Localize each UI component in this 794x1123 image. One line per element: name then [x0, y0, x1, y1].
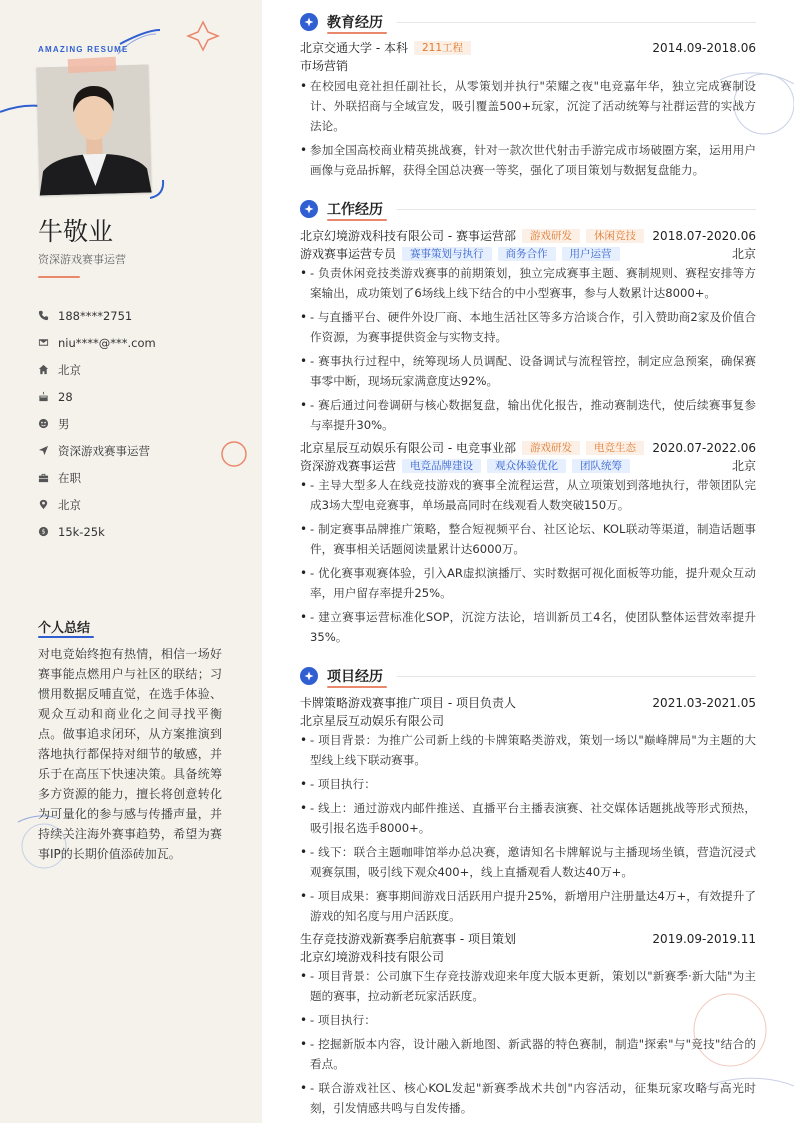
skill-tag: 商务合作 — [498, 247, 556, 261]
section-underline — [327, 32, 387, 34]
list-item: • - 主导大型多人在线竞技游戏的赛事全流程运营，从立项策划到落地执行，带领团队完成3场大型电竞赛事，单场最高同时在线观看人数突破150万。 — [300, 475, 756, 515]
email-icon — [38, 337, 58, 348]
list-item: • - 项目执行： — [300, 774, 756, 794]
contact-text: 188****2751 — [58, 308, 133, 323]
list-item: • - 赛事执行过程中，统筹现场人员调配、设备调试与流程管控，制定应急预案，确保赛事零中断，现场玩家满意度达92%。 — [300, 351, 756, 391]
contact-text: 北京 — [58, 497, 81, 512]
person-portrait-icon — [36, 65, 151, 196]
project-company: 北京幻境游戏科技有限公司 — [300, 950, 445, 964]
skill-tag: 观众体验优化 — [487, 459, 566, 473]
list-item: • - 项目背景：公司旗下生存竞技游戏迎来年度大版本更新，策划以"新赛季·新大陆"为主题的赛事，拉动新老玩家活跃度。 — [300, 966, 756, 1006]
contact-text: 资深游戏赛事运营 — [58, 443, 150, 458]
contact-text: 28 — [58, 389, 73, 404]
education-date: 2014.09-2018.06 — [652, 41, 756, 55]
section-title: 项目经历 — [327, 669, 383, 685]
project-date: 2019.09-2019.11 — [652, 932, 756, 946]
send-icon — [38, 445, 58, 456]
project-bullets — [300, 730, 756, 930]
project-bullets — [300, 966, 756, 1122]
contact-text: 15k-25k — [58, 524, 105, 539]
job-position: 游戏赛事运营专员 — [300, 247, 397, 261]
summary-text: 对电竞始终抱有热情，相信一场好赛事能点燃用户与社区的联结；习惯用数据反哺直觉，在选手体验、观众互动和商业化之间寻找平衡点。做事追求闭环，从方案推演到落地执行都保持对细节的敏感，并乐于在高压下快速决策。具备统筹多方资源的能力，擅长将创意转化为可量化的参与感与传播声量，并持续关注海外赛事趋势，希望为赛事IP的长期价值添砖加瓦。 — [38, 647, 222, 861]
list-item: • - 建立赛事运营标准化SOP，沉淀方法论，培训新员工4名，使团队整体运营效率提升35%。 — [300, 607, 756, 647]
skill-tag: 电竞品牌建设 — [402, 459, 481, 473]
contact-status — [38, 464, 156, 491]
list-item: • - 负责休闲竞技类游戏赛事的前期策划，独立完成赛事主题、赛制规则、赛程安排等方案输出，成功策划了6场线上线下结合的中小型赛事，参与人数累计达8000+。 — [300, 263, 756, 303]
section-title: 教育经历 — [327, 15, 383, 31]
contact-text: niu****@***.com — [58, 335, 156, 350]
sidebar — [0, 0, 262, 1123]
list-item: • - 项目背景：为推广公司新上线的卡牌策略类游戏，策划一场以"巅峰牌局"为主题的大型线上线下联动赛事。 — [300, 730, 756, 770]
project-company-row — [300, 948, 756, 966]
star-icon — [300, 667, 318, 685]
school-tag: 211工程 — [414, 41, 471, 55]
name-underline — [38, 276, 80, 278]
industry-tag: 电竞生态 — [586, 441, 644, 455]
contact-gender — [38, 410, 156, 437]
contact-text: 在职 — [58, 470, 81, 485]
project-name: 卡牌策略游戏赛事推广项目 - 项目负责人 — [300, 696, 516, 710]
project-name: 生存竞技游戏新赛季启航赛事 - 项目策划 — [300, 932, 516, 946]
contact-salary — [38, 518, 156, 545]
skill-tag: 赛事策划与执行 — [402, 247, 492, 261]
education-major-row — [300, 57, 756, 75]
job-header — [300, 227, 756, 245]
list-item: • - 挖掘新版本内容，设计融入新地图、新武器的特色赛制，制造"探索"与"竞技"结合的看点。 — [300, 1034, 756, 1074]
list-item: • - 线下：联合主题咖啡馆举办总决赛，邀请知名卡牌解说与主播现场坐镇，营造沉浸式观赛氛围，吸引线下观众400+，线上直播观看人数达40万+。 — [300, 842, 756, 882]
work-section-header — [300, 199, 756, 219]
location-icon — [38, 499, 58, 510]
photo-tape — [68, 57, 117, 73]
education-bullets — [300, 76, 756, 184]
major: 市场营销 — [300, 59, 349, 73]
industry-tag: 游戏研发 — [522, 441, 580, 455]
list-item: • - 优化赛事观赛体验，引入AR虚拟演播厅、实时数据可视化面板等功能，提升观众互动率，用户留存率提升25%。 — [300, 563, 756, 603]
job-date: 2020.07-2022.06 — [652, 441, 756, 455]
job-header — [300, 439, 756, 457]
avatar — [36, 65, 151, 196]
section-rule — [397, 209, 756, 210]
section-rule — [397, 676, 756, 677]
contact-home — [38, 356, 156, 383]
list-item: • 参加全国高校商业精英挑战赛，针对一款次世代射击手游完成市场破圈方案，运用用户画像与竞品拆解，获得全国总决赛一等奖，强化了项目策划与数据复盘能力。 — [300, 140, 756, 180]
home-icon — [38, 364, 58, 375]
industry-tag: 游戏研发 — [522, 229, 580, 243]
job-position: 资深游戏赛事运营 — [300, 459, 397, 473]
candidate-name: 牛敬业 — [38, 217, 114, 246]
project-header — [300, 930, 756, 948]
list-item: • - 项目执行： — [300, 1010, 756, 1030]
skill-tag: 团队统筹 — [572, 459, 630, 473]
section-underline — [327, 686, 387, 688]
education-section-header — [300, 12, 756, 32]
project-company-row — [300, 712, 756, 730]
industry-tag: 休闲竞技 — [586, 229, 644, 243]
list-item: • - 赛后通过问卷调研与核心数据复盘，输出优化报告，推动赛制迭代，使后续赛事复参与率提升30%。 — [300, 395, 756, 435]
contact-email — [38, 329, 156, 356]
job-date: 2018.07-2020.06 — [652, 229, 756, 243]
list-item: • - 制定赛事品牌推广策略，整合短视频平台、社区论坛、KOL联动等渠道，制造话题事件，赛事相关话题阅读量累计达6000万。 — [300, 519, 756, 559]
gender-icon — [38, 418, 58, 429]
list-item: • - 项目成果：赛事期间游戏日活跃用户提升25%，新增用户注册量达4万+，有效提升了游戏的知名度与用户活跃度。 — [300, 886, 756, 926]
contact-age — [38, 383, 156, 410]
salary-icon — [38, 526, 58, 537]
summary-underline — [38, 636, 94, 638]
job-bullets — [300, 475, 756, 651]
contact-phone — [38, 302, 156, 329]
list-item: • - 与直播平台、硬件外设厂商、本地生活社区等多方洽谈合作，引入赞助商2家及价值合作资源，为赛事提供资金与实物支持。 — [300, 307, 756, 347]
project-date: 2021.03-2021.05 — [652, 696, 756, 710]
skill-tag: 用户运营 — [562, 247, 620, 261]
star-icon — [300, 13, 318, 31]
contact-target — [38, 437, 156, 464]
contact-text: 男 — [58, 416, 70, 431]
list-item: • 在校园电竞社担任副社长，从零策划并执行"荣耀之夜"电竞嘉年华，独立完成赛制设计、外联招商与全域宣发，吸引覆盖500+玩家，沉淀了活动统筹与社群运营的实战方法论。 — [300, 76, 756, 136]
svg-text:$: $ — [41, 527, 46, 536]
company-name: 北京幻境游戏科技有限公司 - 赛事运营部 — [300, 229, 516, 243]
summary-title: 个人总结 — [38, 621, 91, 636]
contact-text: 北京 — [58, 362, 81, 377]
school-name: 北京交通大学 - 本科 — [300, 41, 408, 55]
list-item: • - 线上：通过游戏内邮件推送、直播平台主播表演赛、社交媒体话题挑战等形式预热，吸引报名选手8000+。 — [300, 798, 756, 838]
contact-list — [38, 302, 156, 545]
project-header — [300, 694, 756, 712]
contact-location — [38, 491, 156, 518]
list-item: • - 联合游戏社区、核心KOL发起"新赛季战术共创"内容活动，征集玩家攻略与高光时刻，引发情感共鸣与自发传播。 — [300, 1078, 756, 1118]
project-company: 北京星辰互动娱乐有限公司 — [300, 714, 445, 728]
phone-icon — [38, 310, 58, 321]
job-city: 北京 — [731, 459, 756, 473]
job-position-row — [300, 457, 756, 475]
cake-icon — [38, 391, 58, 402]
job-position-row — [300, 245, 756, 263]
star-icon — [300, 200, 318, 218]
brand-label: AMAZING RESUME — [38, 45, 129, 54]
section-title: 工作经历 — [327, 202, 383, 218]
education-entry-header — [300, 39, 756, 57]
job-city: 北京 — [731, 247, 756, 261]
status-icon — [38, 472, 58, 483]
section-rule — [397, 22, 756, 23]
section-underline — [327, 219, 387, 221]
company-name: 北京星辰互动娱乐有限公司 - 电竞事业部 — [300, 441, 516, 455]
job-bullets — [300, 263, 756, 439]
candidate-role: 资深游戏赛事运营 — [38, 253, 126, 266]
projects-section-header — [300, 666, 756, 686]
